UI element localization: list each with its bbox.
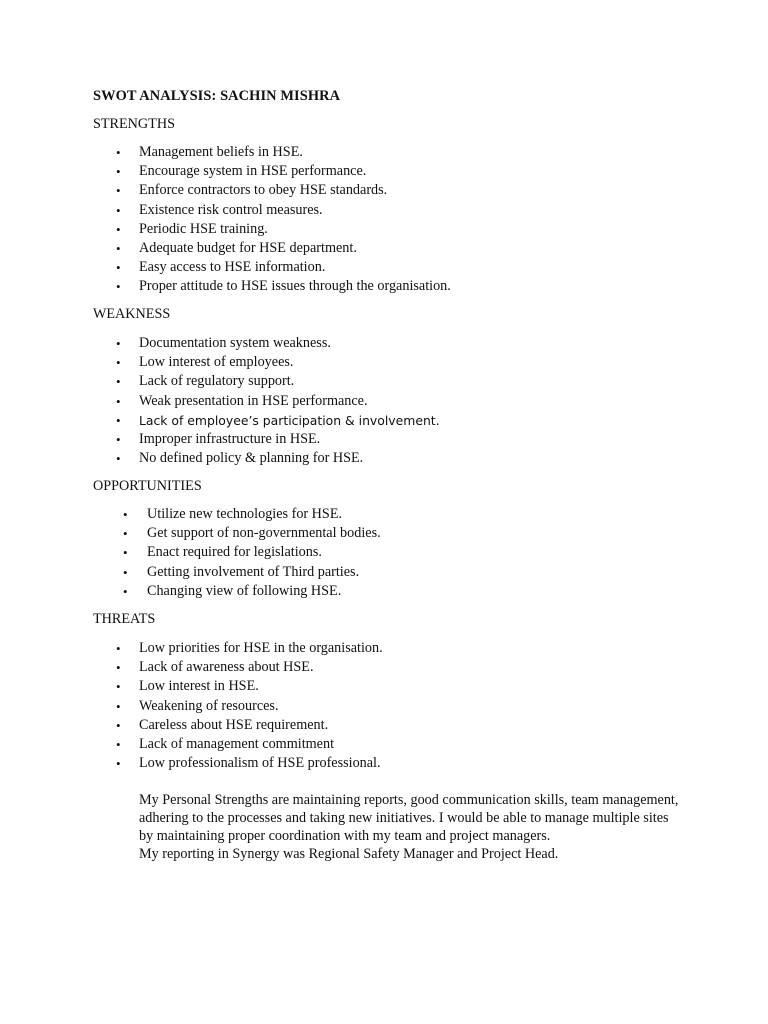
bullet-icon: • xyxy=(116,736,121,752)
bullet-icon: • xyxy=(116,260,121,276)
list-item-text: Documentation system weakness. xyxy=(139,335,331,351)
bullet-icon: • xyxy=(116,240,121,256)
document-title: SWOT ANALYSIS: SACHIN MISHRA xyxy=(93,88,341,104)
bullet-icon: • xyxy=(116,431,121,447)
bullet-icon: • xyxy=(116,374,121,390)
list-item-text: Lack of regulatory support. xyxy=(139,373,295,390)
bullet-icon: • xyxy=(116,355,121,371)
list-item-text: Management beliefs in HSE. xyxy=(139,144,303,160)
reporting-text: My reporting in Synergy was Regional Safety Manager and Project Head. xyxy=(139,846,559,862)
threats-heading: THREATS xyxy=(93,611,156,627)
strengths-heading: STRENGTHS xyxy=(93,116,175,132)
list-item-text: Enact required for legislations. xyxy=(147,544,322,561)
bullet-icon: • xyxy=(116,393,121,409)
bullet-icon: • xyxy=(116,717,121,733)
list-item-text: Careless about HSE requirement. xyxy=(139,716,329,733)
bullet-icon: • xyxy=(116,679,121,695)
bullet-icon: • xyxy=(116,451,121,467)
bullet-icon: • xyxy=(123,564,128,580)
list-item-text: Lack of management commitment xyxy=(139,735,335,752)
list-item-text: Easy access to HSE information. xyxy=(139,259,326,276)
list-item-text: Low interest in HSE. xyxy=(139,678,259,695)
bullet-icon: • xyxy=(116,221,121,237)
list-item-text: No defined policy & planning for HSE. xyxy=(139,450,364,467)
bullet-icon: • xyxy=(116,660,121,676)
bullet-icon: • xyxy=(123,526,128,542)
bullet-icon: • xyxy=(116,202,121,218)
bullet-icon: • xyxy=(116,698,121,714)
bullet-icon: • xyxy=(116,756,121,772)
list-item-text: Encourage system in HSE performance. xyxy=(139,163,367,180)
list-item-text: Getting involvement of Third parties. xyxy=(147,563,360,580)
personal-strengths-text: My Personal Strengths are maintaining reports, good communication skills, team management, adhering to the processes and taking new initiatives. I would be able to manage multiple sites by maintaining proper coordination with my team and project managers. xyxy=(139,792,679,844)
weakness-heading: WEAKNESS xyxy=(93,306,171,322)
list-item-text: Weakening of resources. xyxy=(139,697,279,714)
opportunities-heading: OPPORTUNITIES xyxy=(93,478,202,494)
bullet-icon: • xyxy=(123,583,128,599)
bullet-icon: • xyxy=(116,145,121,160)
list-item-text: Proper attitude to HSE issues through the organisation. xyxy=(139,278,451,295)
list-item-text: Improper infrastructure in HSE. xyxy=(139,430,321,447)
bullet-icon: • xyxy=(116,412,121,428)
personal-strengths-paragraph xyxy=(139,791,679,863)
list-item-text: Enforce contractors to obey HSE standards. xyxy=(139,182,388,199)
list-item-text: Lack of awareness about HSE. xyxy=(139,659,314,676)
bullet-icon: • xyxy=(116,641,121,656)
bullet-icon: • xyxy=(123,545,128,561)
list-item-text: Low professionalism of HSE professional. xyxy=(139,755,381,772)
list-item-text: Weak presentation in HSE performance. xyxy=(139,392,368,409)
list-item-text: Low priorities for HSE in the organisation. xyxy=(139,640,383,656)
bullet-icon: • xyxy=(116,336,121,351)
list-item-text: Utilize new technologies for HSE. xyxy=(147,506,343,522)
list-item-text: Lack of employee’s participation & involvement. xyxy=(139,412,440,428)
list-item-text: Low interest of employees. xyxy=(139,354,294,371)
list-item-text: Changing view of following HSE. xyxy=(147,582,342,599)
list-item-text: Periodic HSE training. xyxy=(139,220,268,237)
list-item-text: Get support of non-governmental bodies. xyxy=(147,525,381,542)
bullet-icon: • xyxy=(116,183,121,199)
list-item-text: Existence risk control measures. xyxy=(139,201,323,218)
bullet-icon: • xyxy=(116,164,121,180)
list-item-text: Adequate budget for HSE department. xyxy=(139,239,357,256)
bullet-icon: • xyxy=(123,507,128,522)
bullet-icon: • xyxy=(116,279,121,295)
